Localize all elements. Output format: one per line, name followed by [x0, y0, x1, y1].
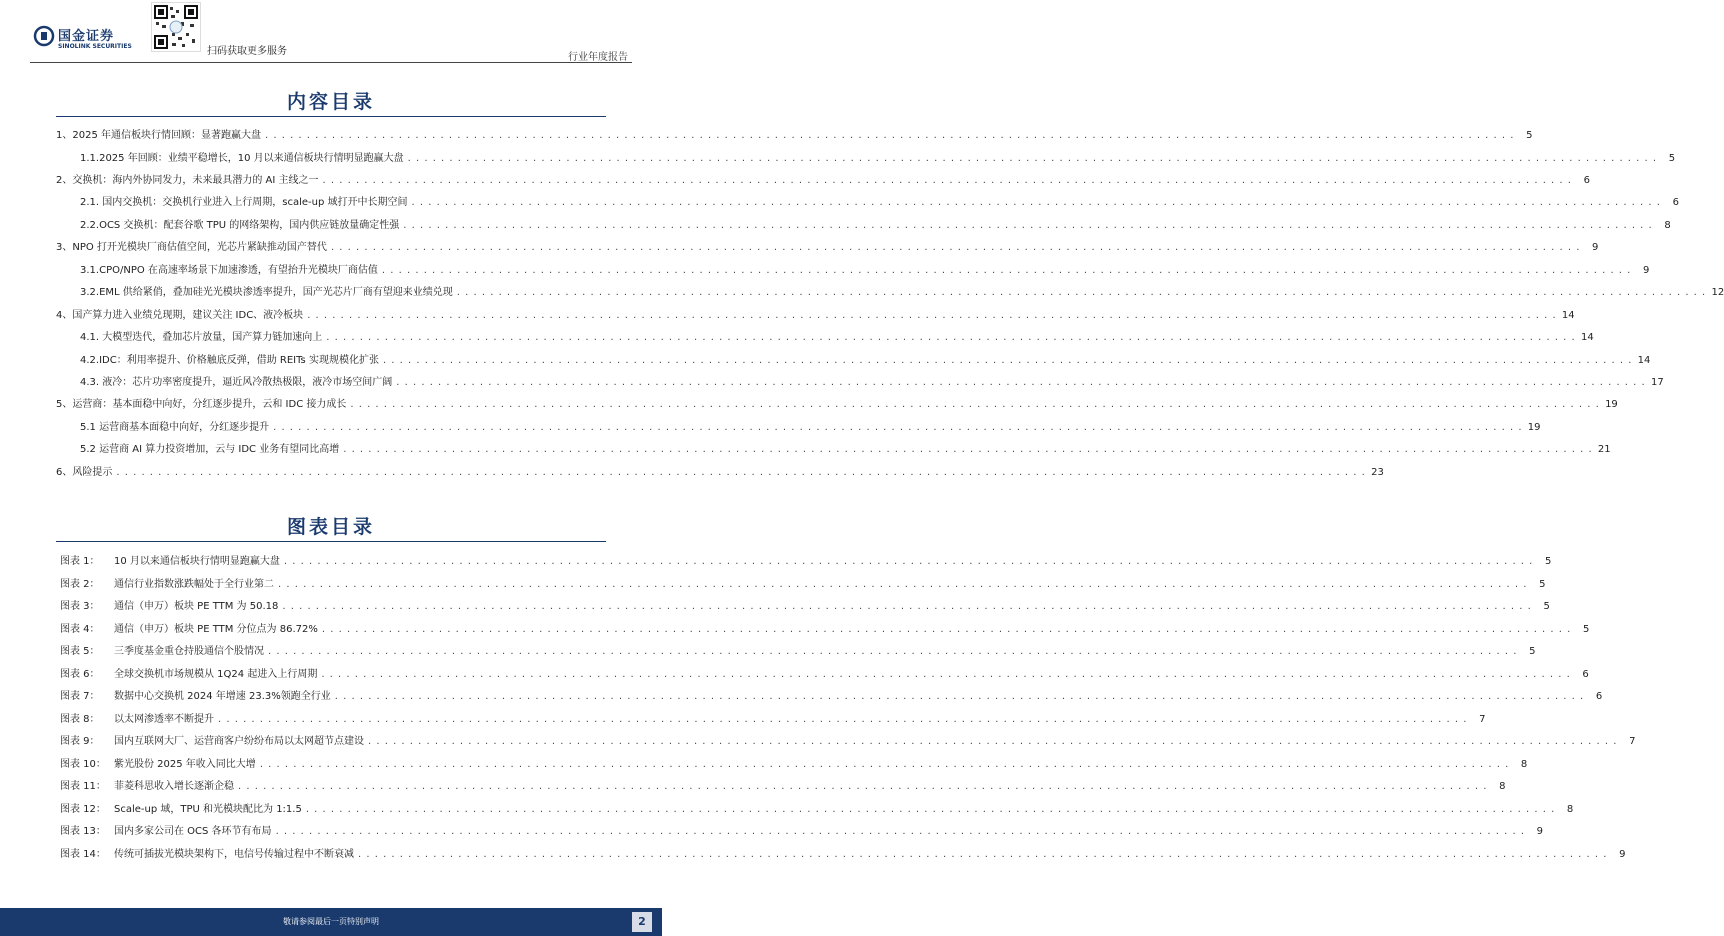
toc-entry-label: 3.1.CPO/NPO 在高速率场景下加速渗透，有望抬升光模块厂商估值 [80, 265, 378, 276]
figure-entry-label: 通信（申万）板块 PE TTM 为 50.18 [114, 601, 279, 612]
figure-entry[interactable] [60, 778, 1506, 796]
toc-entry-leader: . . . . . . . . . . . . . . . . . . . . . . . . . . . . . . . . . . . . . . . . . . . . . . . . . . . . . . . . . . . . . . . . . . . . . . . . . . . . . . . . . . . . . . . . . . . . . . . . . . . . . . . . . . . . . . . . . . . . . . . . . . . . . . . . . . . . . . . . . . . . . . . . . . . . . . [307, 310, 1557, 321]
toc-entry-label: 1、2025 年通信板块行情回顾：显著跑赢大盘 [56, 130, 261, 141]
figure-entry-page: 5 [1582, 624, 1590, 635]
figure-entry-leader: . . . . . . . . . . . . . . . . . . . . . . . . . . . . . . . . . . . . . . . . . . . . . . . . . . . . . . . . . . . . . . . . . . . . . . . . . . . . . . . . . . . . . . . . . . . . . . . . . . . . . . . . . . . . . . . . . . . . . . . . . . . . . . . . . . . . . . . . . . . . . . . . . . . . . . [218, 714, 1468, 725]
figure-entry-page: 9 [1619, 849, 1626, 860]
page-footer [0, 908, 662, 936]
figure-entry-leader: . . . . . . . . . . . . . . . . . . . . . . . . . . . . . . . . . . . . . . . . . . . . . . . . . . . . . . . . . . . . . . . . . . . . . . . . . . . . . . . . . . . . . . . . . . . . . . . . . . . . . . . . . . . . . . . . . . . . . . . . . . . . . . . . . . . . . . . . . . . . . . . . . . . . . . [305, 804, 1556, 815]
figure-entry-number: 图表 2： [60, 579, 100, 590]
figure-entry-page: 5 [1543, 601, 1550, 612]
toc-entry-page: 19 [1605, 399, 1618, 410]
toc-entry-leader: . . . . . . . . . . . . . . . . . . . . . . . . . . . . . . . . . . . . . . . . . . . . . . . . . . . . . . . . . . . . . . . . . . . . . . . . . . . . . . . . . . . . . . . . . . . . . . . . . . . . . . . . . . . . . . . . . . . . . . . . . . . . . . . . . . . . . . . . . . . . . . . . . . . . . . [326, 332, 1576, 343]
figure-entry-label: 菲菱科思收入增长逐渐企稳 [114, 781, 234, 792]
toc-entry-page: 5 [1668, 153, 1676, 164]
figure-entry-number: 图表 11： [60, 781, 106, 792]
toc-entry-page: 12 [1711, 287, 1724, 298]
figure-entry-leader: . . . . . . . . . . . . . . . . . . . . . . . . . . . . . . . . . . . . . . . . . . . . . . . . . . . . . . . . . . . . . . . . . . . . . . . . . . . . . . . . . . . . . . . . . . . . . . . . . . . . . . . . . . . . . . . . . . . . . . . . . . . . . . . . . . . . . . . . . . . . . . . . . . . . . . [238, 781, 1488, 792]
figure-entry[interactable] [60, 598, 1550, 616]
figure-entry-number: 图表 5： [60, 646, 100, 657]
toc-entry-label: 4、国产算力进入业绩兑现期，建议关注 IDC、液冷板块 [56, 310, 304, 321]
logo-english-name: SINOLINK SECURITIES [58, 43, 132, 50]
toc-entry-leader: . . . . . . . . . . . . . . . . . . . . . . . . . . . . . . . . . . . . . . . . . . . . . . . . . . . . . . . . . . . . . . . . . . . . . . . . . . . . . . . . . . . . . . . . . . . . . . . . . . . . . . . . . . . . . . . . . . . . . . . . . . . . . . . . . . . . . . . . . . . . . . . . . . . . . . [382, 355, 1633, 366]
toc-entry-label: 5.2 运营商 AI 算力投资增加，云与 IDC 业务有望同比高增 [80, 444, 340, 455]
sinolink-logo-icon [34, 26, 54, 46]
toc-entry-page: 6 [1672, 197, 1679, 208]
figure-entry-label: 以太网渗透率不断提升 [114, 714, 214, 725]
figure-entry-page: 8 [1566, 804, 1574, 815]
toc-entry-page: 21 [1597, 444, 1611, 455]
qr-code-icon[interactable] [151, 2, 201, 52]
figure-entry-number: 图表 6： [60, 669, 100, 680]
figure-entry-label: 传统可插拔光模块架构下，电信号传输过程中不断衰减 [114, 849, 354, 860]
sinolink-logo [34, 24, 144, 56]
toc-entry-label: 1.1.2025 年回顾：业绩平稳增长，10 月以来通信板块行情明显跑赢大盘 [80, 153, 404, 164]
figure-entry[interactable] [60, 756, 1528, 774]
toc-entry-leader: . . . . . . . . . . . . . . . . . . . . . . . . . . . . . . . . . . . . . . . . . . . . . . . . . . . . . . . . . . . . . . . . . . . . . . . . . . . . . . . . . . . . . . . . . . . . . . . . . . . . . . . . . . . . . . . . . . . . . . . . . . . . . . . . . . . . . . . . . . . . . . . . . . . . . . [411, 197, 1661, 208]
figure-entry[interactable] [60, 621, 1590, 639]
toc-entry[interactable] [80, 329, 1594, 347]
toc-entry[interactable] [80, 150, 1676, 168]
page-number: 2 [632, 912, 652, 932]
toc-entry-label: 3、NPO 打开光模块厂商估值空间，光芯片紧缺推动国产替代 [56, 242, 327, 253]
figure-entry-page: 7 [1479, 714, 1486, 725]
toc-entry[interactable] [80, 374, 1664, 392]
toc-entry-label: 3.2.EML 供给紧俏，叠加硅光光模块渗透率提升，国产光芯片厂商有望迎来业绩兑现 [80, 287, 453, 298]
figure-entry-number: 图表 8： [60, 714, 100, 725]
toc-entry[interactable] [80, 284, 1724, 302]
toc-entry-leader: . . . . . . . . . . . . . . . . . . . . . . . . . . . . . . . . . . . . . . . . . . . . . . . . . . . . . . . . . . . . . . . . . . . . . . . . . . . . . . . . . . . . . . . . . . . . . . . . . . . . . . . . . . . . . . . . . . . . . . . . . . . . . . . . . . . . . . . . . . . . . . . . . . . . . . [403, 220, 1653, 231]
toc-entry[interactable] [80, 194, 1679, 212]
toc-entry-leader: . . . . . . . . . . . . . . . . . . . . . . . . . . . . . . . . . . . . . . . . . . . . . . . . . . . . . . . . . . . . . . . . . . . . . . . . . . . . . . . . . . . . . . . . . . . . . . . . . . . . . . . . . . . . . . . . . . . . . . . . . . . . . . . . . . . . . . . . . . . . . . . . . . . . . . [265, 130, 1515, 141]
figure-entry-label: Scale-up 域，TPU 和光模块配比为 1:1.5 [114, 804, 302, 815]
figures-title-divider [56, 541, 606, 542]
toc-title-divider [56, 116, 606, 117]
figure-entry-number: 图表 4： [60, 624, 100, 635]
report-type-label: 行业年度报告 [568, 52, 628, 63]
figure-entry-leader: . . . . . . . . . . . . . . . . . . . . . . . . . . . . . . . . . . . . . . . . . . . . . . . . . . . . . . . . . . . . . . . . . . . . . . . . . . . . . . . . . . . . . . . . . . . . . . . . . . . . . . . . . . . . . . . . . . . . . . . . . . . . . . . . . . . . . . . . . . . . . . . . . . . . . . [275, 826, 1525, 837]
toc-entry-page: 9 [1642, 265, 1650, 276]
figure-entry[interactable] [60, 801, 1574, 819]
page-header [0, 0, 662, 64]
toc-entry-page: 14 [1637, 355, 1651, 366]
toc-entry-leader: . . . . . . . . . . . . . . . . . . . . . . . . . . . . . . . . . . . . . . . . . . . . . . . . . . . . . . . . . . . . . . . . . . . . . . . . . . . . . . . . . . . . . . . . . . . . . . . . . . . . . . . . . . . . . . . . . . . . . . . . . . . . . . . . . . . . . . . . . . . . . . . . . . . . . . [116, 467, 1366, 478]
toc-entry-label: 2、交换机：海内外协同发力，未来最具潜力的 AI 主线之一 [56, 175, 319, 186]
figure-entry-leader: . . . . . . . . . . . . . . . . . . . . . . . . . . . . . . . . . . . . . . . . . . . . . . . . . . . . . . . . . . . . . . . . . . . . . . . . . . . . . . . . . . . . . . . . . . . . . . . . . . . . . . . . . . . . . . . . . . . . . . . . . . . . . . . . . . . . . . . . . . . . . . . . . . . . . . [268, 646, 1518, 657]
figure-entry-leader: . . . . . . . . . . . . . . . . . . . . . . . . . . . . . . . . . . . . . . . . . . . . . . . . . . . . . . . . . . . . . . . . . . . . . . . . . . . . . . . . . . . . . . . . . . . . . . . . . . . . . . . . . . . . . . . . . . . . . . . . . . . . . . . . . . . . . . . . . . . . . . . . . . . . . . [321, 669, 1571, 680]
toc-entry-page: 6 [1583, 175, 1590, 186]
figure-entry-label: 紫光股份 2025 年收入同比大增 [114, 759, 256, 770]
figure-entry-label: 三季度基金重仓持股通信个股情况 [114, 646, 264, 657]
header-divider [30, 62, 632, 63]
toc-entry-label: 4.3. 液冷：芯片功率密度提升，逼近风冷散热极限，液冷市场空间广阔 [80, 377, 393, 388]
toc-entry[interactable] [56, 307, 1575, 325]
figure-entry-number: 图表 1： [60, 556, 100, 567]
figure-entry-leader: . . . . . . . . . . . . . . . . . . . . . . . . . . . . . . . . . . . . . . . . . . . . . . . . . . . . . . . . . . . . . . . . . . . . . . . . . . . . . . . . . . . . . . . . . . . . . . . . . . . . . . . . . . . . . . . . . . . . . . . . . . . . . . . . . . . . . . . . . . . . . . . . . . . . . . [321, 624, 1572, 635]
toc-entry-label: 5.1 运营商基本面稳中向好，分红逐步提升 [80, 422, 270, 433]
figure-entry-leader: . . . . . . . . . . . . . . . . . . . . . . . . . . . . . . . . . . . . . . . . . . . . . . . . . . . . . . . . . . . . . . . . . . . . . . . . . . . . . . . . . . . . . . . . . . . . . . . . . . . . . . . . . . . . . . . . . . . . . . . . . . . . . . . . . . . . . . . . . . . . . . . . . . . . . . [334, 691, 1585, 702]
toc-entry-leader: . . . . . . . . . . . . . . . . . . . . . . . . . . . . . . . . . . . . . . . . . . . . . . . . . . . . . . . . . . . . . . . . . . . . . . . . . . . . . . . . . . . . . . . . . . . . . . . . . . . . . . . . . . . . . . . . . . . . . . . . . . . . . . . . . . . . . . . . . . . . . . . . . . . . . . [322, 175, 1572, 186]
figure-entry-leader: . . . . . . . . . . . . . . . . . . . . . . . . . . . . . . . . . . . . . . . . . . . . . . . . . . . . . . . . . . . . . . . . . . . . . . . . . . . . . . . . . . . . . . . . . . . . . . . . . . . . . . . . . . . . . . . . . . . . . . . . . . . . . . . . . . . . . . . . . . . . . . . . . . . . . . [282, 601, 1532, 612]
figure-entry-page: 8 [1520, 759, 1528, 770]
figure-entry-leader: . . . . . . . . . . . . . . . . . . . . . . . . . . . . . . . . . . . . . . . . . . . . . . . . . . . . . . . . . . . . . . . . . . . . . . . . . . . . . . . . . . . . . . . . . . . . . . . . . . . . . . . . . . . . . . . . . . . . . . . . . . . . . . . . . . . . . . . . . . . . . . . . . . . . . . [358, 849, 1608, 860]
figure-entry[interactable] [60, 711, 1486, 729]
toc-entry-leader: . . . . . . . . . . . . . . . . . . . . . . . . . . . . . . . . . . . . . . . . . . . . . . . . . . . . . . . . . . . . . . . . . . . . . . . . . . . . . . . . . . . . . . . . . . . . . . . . . . . . . . . . . . . . . . . . . . . . . . . . . . . . . . . . . . . . . . . . . . . . . . . . . . . . . . [330, 242, 1581, 253]
figure-entry-number: 图表 13： [60, 826, 106, 837]
figure-entry-leader: . . . . . . . . . . . . . . . . . . . . . . . . . . . . . . . . . . . . . . . . . . . . . . . . . . . . . . . . . . . . . . . . . . . . . . . . . . . . . . . . . . . . . . . . . . . . . . . . . . . . . . . . . . . . . . . . . . . . . . . . . . . . . . . . . . . . . . . . . . . . . . . . . . . . . . [278, 579, 1528, 590]
figure-entry-leader: . . . . . . . . . . . . . . . . . . . . . . . . . . . . . . . . . . . . . . . . . . . . . . . . . . . . . . . . . . . . . . . . . . . . . . . . . . . . . . . . . . . . . . . . . . . . . . . . . . . . . . . . . . . . . . . . . . . . . . . . . . . . . . . . . . . . . . . . . . . . . . . . . . . . . . [283, 556, 1534, 567]
toc-entry-page: 9 [1592, 242, 1599, 253]
figure-entry[interactable] [60, 688, 1603, 706]
toc-entry[interactable] [80, 217, 1671, 235]
figure-entry[interactable] [60, 553, 1552, 571]
toc-entry[interactable] [80, 352, 1651, 370]
figure-entry-number: 图表 12： [60, 804, 106, 815]
toc-entry-label: 6、风险提示 [56, 467, 113, 478]
figure-entry[interactable] [60, 733, 1636, 751]
figure-entry[interactable] [60, 643, 1536, 661]
toc-entry[interactable] [56, 239, 1599, 257]
figure-entry-leader: . . . . . . . . . . . . . . . . . . . . . . . . . . . . . . . . . . . . . . . . . . . . . . . . . . . . . . . . . . . . . . . . . . . . . . . . . . . . . . . . . . . . . . . . . . . . . . . . . . . . . . . . . . . . . . . . . . . . . . . . . . . . . . . . . . . . . . . . . . . . . . . . . . . . . . [259, 759, 1510, 770]
toc-entry-page: 14 [1561, 310, 1575, 321]
figure-entry-number: 图表 14： [60, 849, 106, 860]
toc-entry-label: 2.1. 国内交换机：交换机行业进入上行周期，scale-up 域打开中长期空间 [80, 197, 408, 208]
figure-entry-page: 9 [1536, 826, 1543, 837]
toc-entry-page: 23 [1371, 467, 1384, 478]
figure-entry[interactable] [60, 666, 1589, 684]
toc-entry[interactable] [56, 396, 1618, 414]
figure-entry-label: 国内多家公司在 OCS 各环节有布局 [114, 826, 272, 837]
toc-entry-leader: . . . . . . . . . . . . . . . . . . . . . . . . . . . . . . . . . . . . . . . . . . . . . . . . . . . . . . . . . . . . . . . . . . . . . . . . . . . . . . . . . . . . . . . . . . . . . . . . . . . . . . . . . . . . . . . . . . . . . . . . . . . . . . . . . . . . . . . . . . . . . . . . . . . . . . [350, 399, 1600, 410]
toc-entry-leader: . . . . . . . . . . . . . . . . . . . . . . . . . . . . . . . . . . . . . . . . . . . . . . . . . . . . . . . . . . . . . . . . . . . . . . . . . . . . . . . . . . . . . . . . . . . . . . . . . . . . . . . . . . . . . . . . . . . . . . . . . . . . . . . . . . . . . . . . . . . . . . . . . . . . . . [396, 377, 1646, 388]
toc-entry-page: 5 [1526, 130, 1533, 141]
figure-entry-number: 图表 7： [60, 691, 100, 702]
figures-title: 图表目录 [286, 516, 375, 538]
figure-entry-label: 数据中心交换机 2024 年增速 23.3%领跑全行业 [114, 691, 331, 702]
toc-entry-label: 5、运营商：基本面稳中向好，分红逐步提升，云和 IDC 接力成长 [56, 399, 347, 410]
figure-entry-number: 图表 10： [60, 759, 106, 770]
toc-entry-page: 19 [1527, 422, 1541, 433]
toc-entry[interactable] [56, 464, 1384, 482]
toc-entry-leader: . . . . . . . . . . . . . . . . . . . . . . . . . . . . . . . . . . . . . . . . . . . . . . . . . . . . . . . . . . . . . . . . . . . . . . . . . . . . . . . . . . . . . . . . . . . . . . . . . . . . . . . . . . . . . . . . . . . . . . . . . . . . . . . . . . . . . . . . . . . . . . . . . . . . . . [407, 153, 1658, 164]
toc-entry-leader: . . . . . . . . . . . . . . . . . . . . . . . . . . . . . . . . . . . . . . . . . . . . . . . . . . . . . . . . . . . . . . . . . . . . . . . . . . . . . . . . . . . . . . . . . . . . . . . . . . . . . . . . . . . . . . . . . . . . . . . . . . . . . . . . . . . . . . . . . . . . . . . . . . . . . . [381, 265, 1632, 276]
toc-entry[interactable] [80, 419, 1541, 437]
figure-entry-leader: . . . . . . . . . . . . . . . . . . . . . . . . . . . . . . . . . . . . . . . . . . . . . . . . . . . . . . . . . . . . . . . . . . . . . . . . . . . . . . . . . . . . . . . . . . . . . . . . . . . . . . . . . . . . . . . . . . . . . . . . . . . . . . . . . . . . . . . . . . . . . . . . . . . . . . [368, 736, 1618, 747]
figure-entry-page: 7 [1629, 736, 1636, 747]
toc-entry-leader: . . . . . . . . . . . . . . . . . . . . . . . . . . . . . . . . . . . . . . . . . . . . . . . . . . . . . . . . . . . . . . . . . . . . . . . . . . . . . . . . . . . . . . . . . . . . . . . . . . . . . . . . . . . . . . . . . . . . . . . . . . . . . . . . . . . . . . . . . . . . . . . . . . . . . . [343, 444, 1593, 455]
toc-entry[interactable] [56, 172, 1590, 190]
figure-entry[interactable] [60, 846, 1626, 864]
qr-caption: 扫码获取更多服务 [207, 46, 287, 57]
figure-entry-label: 10 月以来通信板块行情明显跑赢大盘 [114, 556, 280, 567]
footer-disclaimer[interactable]: 敬请参阅最后一页特别声明 [283, 917, 379, 926]
toc-entry-label: 2.2.OCS 交换机：配套谷歌 TPU 的网络架构，国内供应链放量确定性强 [80, 220, 400, 231]
figure-entry-number: 图表 9： [60, 736, 100, 747]
figure-entry-page: 5 [1544, 556, 1552, 567]
toc-entry-leader: . . . . . . . . . . . . . . . . . . . . . . . . . . . . . . . . . . . . . . . . . . . . . . . . . . . . . . . . . . . . . . . . . . . . . . . . . . . . . . . . . . . . . . . . . . . . . . . . . . . . . . . . . . . . . . . . . . . . . . . . . . . . . . . . . . . . . . . . . . . . . . . . . . . . . . [456, 287, 1707, 298]
toc-entry-page: 8 [1664, 220, 1671, 231]
figure-entry-page: 8 [1499, 781, 1506, 792]
figure-entry-number: 图表 3： [60, 601, 100, 612]
toc-entry-page: 14 [1580, 332, 1594, 343]
figure-entry-label: 国内互联网大厂、运营商客户纷纷布局以太网超节点建设 [114, 736, 364, 747]
toc-entry-page: 17 [1650, 377, 1664, 388]
toc-entry[interactable] [80, 441, 1611, 459]
toc-entry-leader: . . . . . . . . . . . . . . . . . . . . . . . . . . . . . . . . . . . . . . . . . . . . . . . . . . . . . . . . . . . . . . . . . . . . . . . . . . . . . . . . . . . . . . . . . . . . . . . . . . . . . . . . . . . . . . . . . . . . . . . . . . . . . . . . . . . . . . . . . . . . . . . . . . . . . . [273, 422, 1523, 433]
figure-entry-label: 通信行业指数涨跌幅处于全行业第二 [114, 579, 274, 590]
figure-entry[interactable] [60, 823, 1543, 841]
figure-entry-page: 5 [1539, 579, 1546, 590]
figure-entry-page: 5 [1529, 646, 1536, 657]
logo-chinese-name: 国金证券 [58, 29, 115, 44]
figure-entry-label: 通信（申万）板块 PE TTM 分位点为 86.72% [114, 624, 318, 635]
toc-entry-label: 4.1. 大模型迭代，叠加芯片放量，国产算力链加速向上 [80, 332, 323, 343]
toc-entry[interactable] [56, 127, 1533, 145]
toc-title: 内容目录 [286, 91, 375, 113]
figure-entry-label: 全球交换机市场规模从 1Q24 起进入上行周期 [114, 669, 318, 680]
toc-entry-label: 4.2.IDC：利用率提升、价格触底反弹，借助 REITs 实现规模化扩张 [80, 355, 379, 366]
figure-entry[interactable] [60, 576, 1546, 594]
figure-entry-page: 6 [1582, 669, 1589, 680]
toc-entry[interactable] [80, 262, 1650, 280]
figure-entry-page: 6 [1595, 691, 1603, 702]
